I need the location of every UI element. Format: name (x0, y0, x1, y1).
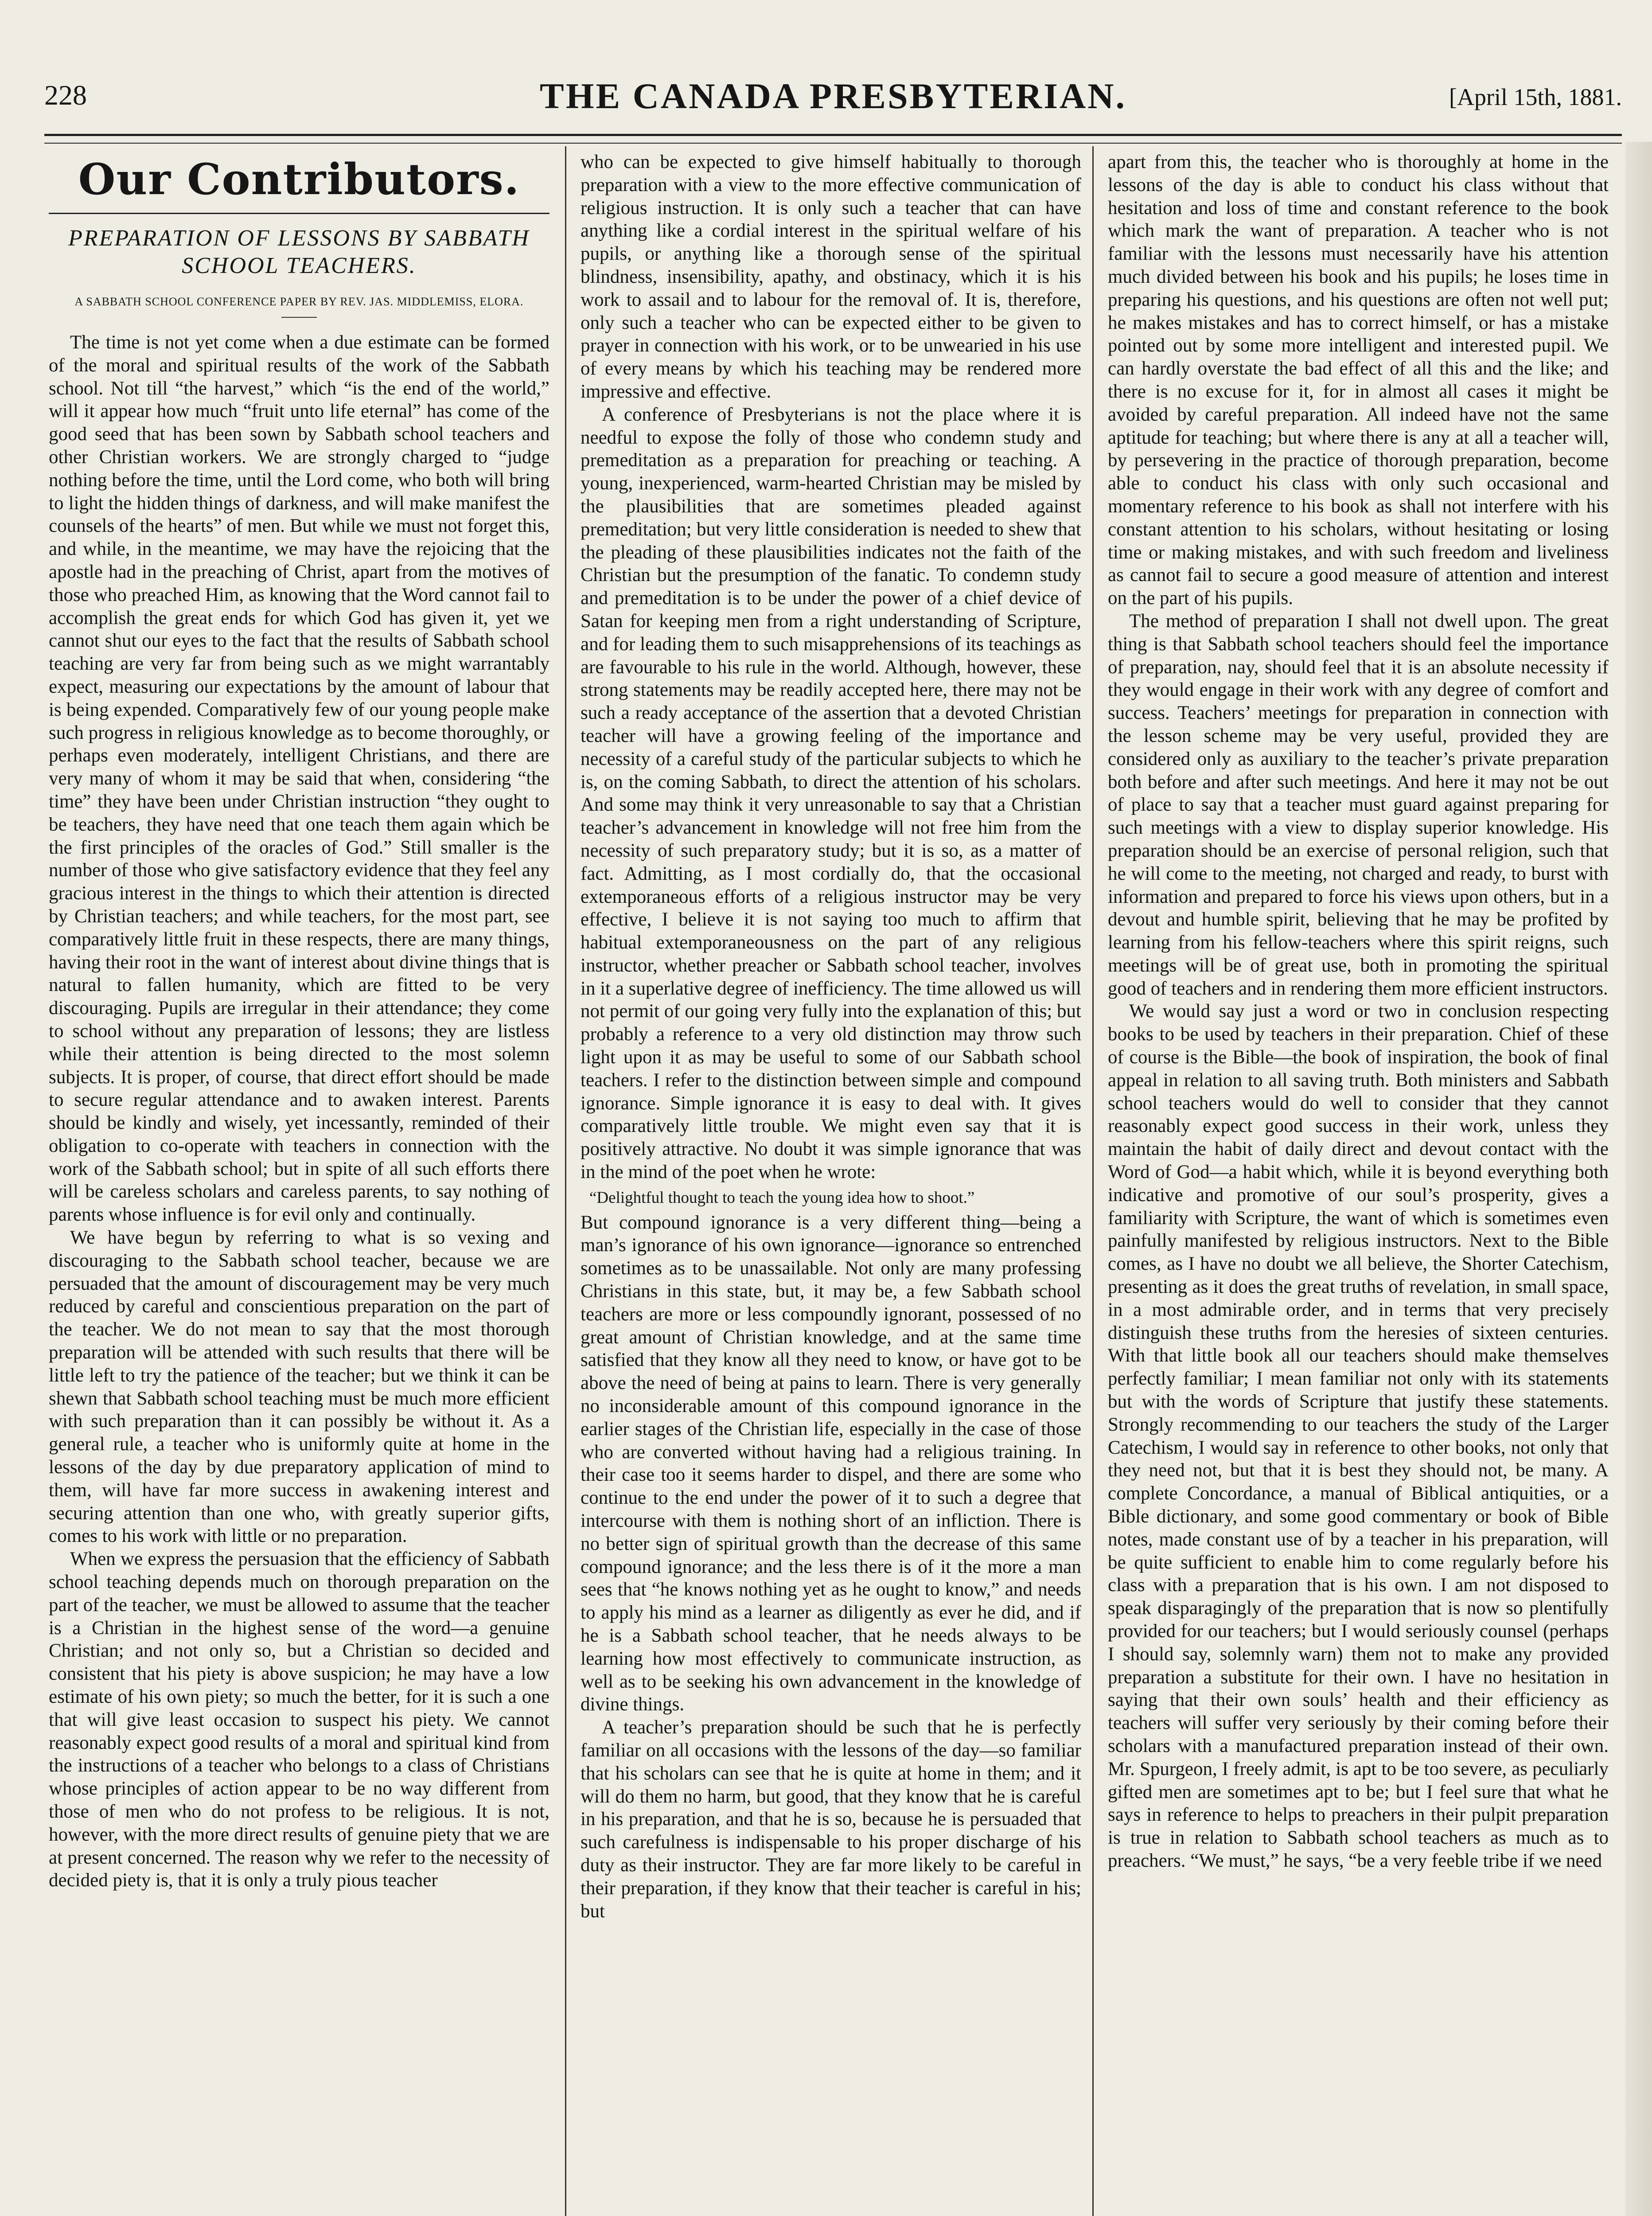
paragraph: A conference of Presbyterians is not the place where it is needful to expose the folly of those who condemn study and premeditation as a preparation for preaching or teaching. A young, inexperienced, warm-hearted Christian may be misled by the plausibilities that are sometimes pleaded against premeditation; but very little consideration is needed to shew that the pleading of these plausibilities indicates not the faith of the Christian but the presumption of the fanatic. To condemn study and premeditation is to be under the power of a chief device of Satan for keeping men from a right understanding of Scripture, and for leading them to such misapprehensions of its teachings as are favourable to his rule in the world. Although, however, these strong statements may be readily accepted here, there may not be such a ready acceptance of the assertion that a devoted Christian teacher will have a growing feeling of the importance and necessity of a careful study of the particular subjects to which he is, on the coming Sabbath, to direct the attention of his scholars. And some may think it very unreasonable to say that a Christian teacher’s advancement in knowledge will not free him from the necessity of such preparatory study; but it is so, as a matter of fact. Admitting, as I most cordially do, that the occasional extemporaneous efforts of a religious instructor may be very effective, I believe it is not saying too much to affirm that habitual extemporaneousness on the part of any religious instructor, whether preacher or Sabbath school teacher, involves in it a superlative degree of inefficiency. The time allowed us will not permit of our going very fully into the explanation of this; but probably a reference to a very old distinction may throw such light upon it as may be useful to some of our Sabbath school teachers. I refer to the distinction between simple and compound ignorance. Simple ignorance it is easy to deal with. It gives comparatively little trouble. We might even say that it is positively attractive. No doubt it was simple ignorance that was in the mind of the poet when he wrote: (581, 404, 1081, 1183)
paragraph: A teacher’s preparation should be such that he is perfectly familiar on all occasions with the lessons of the day—so familiar that his scholars can see that he is quite at home in them; and it will do them no harm, but good, that they know that he is careful in his preparation, and that he is so, because he is persuaded that such carefulness is indispensable to his proper discharge of his duty as their instructor. They are far more likely to be careful in their preparation, if they know that their teacher is careful in his; but (581, 1717, 1081, 1922)
paragraph: We would say just a word or two in conclusion respecting books to be used by teachers in their preparation. Chief of these of course is the Bible—the book of inspiration, the book of final appeal in relation to all saving truth. Both ministers and Sabbath school teachers would do well to consider that they cannot reasonably expect good success in their work, unless they maintain the habit of daily direct and devout contact with the Word of God—a habit which, while it is beyond everything both indicative and promotive of our soul’s prosperity, gives a familiarity with Scripture, the want of which is sometimes even painfully manifested by religious instructors. Next to the Bible comes, as I have no doubt we all believe, the Shorter Catechism, presenting as it does the great truths of revelation, in small space, in a most admirable order, and in terms that very precisely distinguish these truths from the heresies of sixteen centuries. With that little book all our teachers should make themselves perfectly familiar; I mean familiar not only with its statements but with the words of Scripture that justify these statements. Strongly recommending to our teachers the study of the Larger Catechism, I would say in reference to other books, not only that they need not, but that it is best they should not, be many. A complete Concordance, a manual of Biblical antiquities, or a Bible dictionary, and some good commentary or book of Bible notes, made constant use of by a teacher in his preparation, will be quite sufficient to enable him to come regularly before his class with a preparation that is his own. I am not disposed to speak disparagingly of the preparation that is now so plentifully provided for our teachers; but I would seriously counsel (perhaps I should say, solemnly warn) them not to make any provided preparation a substitute for their own. I have no hesitation in saying that their own souls’ health and their efficiency as teachers will suffer very seriously by their coming before their scholars with a manufactured preparation instead of their own. Mr. Spurgeon, I freely admit, is apt to be too severe, as peculiarly gifted men are sometimes apt to be; but I feel sure that what he says in reference to helps to preachers in their pulpit preparation is true in relation to Sabbath school teachers as much as to preachers. “We must,” he says, “be a very feeble tribe if we need (1108, 1001, 1609, 1871)
section-heading: Our Contributors. (78, 154, 520, 204)
paragraph: But compound ignorance is a very different thing—being a man’s ignorance of his own ignorance—ignorance so entrenched sometimes as to be unassailable. Not only are many professing Christians in this state, but, it may be, a few Sabbath school teachers are more or less compoundly ignorant, possessed of no great amount of Christian knowledge, and at the same time satisfied that they know all they need to know, or have got to be above the need of being at pains to learn. There is very generally no inconsiderable amount of this compound ignorance in the earlier stages of the Christian life, especially in the case of those who are converted without having had a religious training. In their case too it seems harder to dispel, and there are some who continue to the end under the power of it to such a degree that intercourse with them is nothing short of an infliction. There is no better sign of spiritual growth than the decrease of this same compound ignorance; and the less there is of it the more a man sees that “he knows nothing yet as he ought to know,” and needs to apply his mind as a learner as diligently as ever he did, and if he is a Sabbath school teacher, that he needs always to be learning how most effectively to communicate instruction, as well as to be seeking his own advancement in the knowledge of divine things. (581, 1212, 1081, 1715)
paragraph: When we express the persuasion that the efficiency of Sabbath school teaching depends much on thorough preparation on the part of the teacher, we must be allowed to assume that the teacher is a Christian in the highest sense of the word—a genuine Christian; and not only so, but a Christian so decided and consistent that his piety is above suspicion; he may have a low estimate of his own piety; so much the better, for it is such a one that will give least occasion to suspect his piety. We cannot reasonably expect good results of a moral and spiritual kind from the instructions of a teacher who belongs to a class of Christians whose principles of action appear to be no way different from those of men who do not profess to be religious. It is not, however, with the more direct results of genuine piety that we are at present concerned. The reason why we refer to the necessity of decided piety is, that it is only a truly pious teacher (49, 1549, 549, 1891)
article-title: PREPARATION OF LESSONS BY SABBATH SCHOOL TEACHERS. (68, 226, 530, 278)
paragraph: We have begun by referring to what is so vexing and discouraging to the Sabbath school teacher, because we are persuaded that the amount of discouragement may be very much reduced by careful and conscientious preparation on the part of the teacher. We do not mean to say that the most thorough preparation will be attended with such results that there will be little left to try the patience of the teacher; but we think it can be shewn that Sabbath school teaching must be much more efficient with such preparation than it can possibly be without it. As a general rule, a teacher who is uniformly quite at home in the lessons of the day by due preparatory application of mind to them, will have far more success in awakening interest and securing attention than one who, with greatly superior gifts, comes to his work with little or no preparation. (49, 1227, 549, 1547)
header-rule-thin (44, 143, 1622, 144)
paragraph: who can be expected to give himself habitually to thorough preparation with a view to the more effective communication of religious instruction. It is only such a teacher that can have anything like a cordial interest in the spiritual welfare of his pupils, or anything like a thorough sense of the spiritual blindness, insensibility, apathy, and obstinacy, which it is his work to assail and to labour for the removal of. It is, therefore, only such a teacher who can be expected either to be given to prayer in connection with his work, or to be unwearied in his use of every means by which his teaching may be rendered more impressive and effective. (581, 152, 1081, 402)
column-1 (49, 151, 549, 1892)
column-divider (565, 146, 566, 2216)
page-header (44, 75, 1622, 133)
masthead: THE CANADA PRESBYTERIAN. (540, 76, 1126, 116)
paragraph: apart from this, the teacher who is thoroughly at home in the lessons of the day is able to conduct his class without that hesitation and loss of time and constant reference to the book which mark the want of preparation. A teacher who is not familiar with the lessons must necessarily have his attention much divided between his book and his pupils; he loses time in preparing his questions, and his questions are often not well put; he makes mistakes and has to correct himself, or has a mistake pointed out by some more intelligent and interested pupil. We can hardly overstate the bad effect of all this and the like; and there is no excuse for it, for in almost all cases it might be avoided by careful preparation. All indeed have not the same aptitude for teaching; but where there is any at all a teacher will, by persevering in the practice of thorough preparation, become able to conduct his class with only such occasional and momentary reference to his book as shall not interfere with his constant attention to his scholars, without hesitating or losing time or making mistakes, and with such freedom and liveliness as cannot fail to secure a good measure of attention and interest on the part of his pupils. (1108, 152, 1609, 609)
page-number: 228 (44, 79, 87, 111)
paragraph: The method of preparation I shall not dwell upon. The great thing is that Sabbath school teachers should feel the importance of preparation, nay, should feel that it is an absolute necessity if they would engage in their work with any degree of comfort and success. Teachers’ meetings for preparation in connection with the lesson scheme may be very useful, provided they are considered only as auxiliary to the teacher’s private preparation both before and after such meetings. And here it may not be out of place to say that a teacher must guard against preparing for such meetings with a view to display superior knowledge. His preparation should be an exercise of personal religion, such that he will come to the meeting, not charged and ready, to burst with information and prepared to force his views upon others, but in a devout and humble spirit, believing that he may be profited by learning from his fellow-teachers where this spirit reigns, such meetings will be of great use, both in promoting the spiritual good of teachers and in rendering them more efficient instructors. (1108, 610, 1609, 999)
paragraph: The time is not yet come when a due estimate can be formed of the moral and spiritual results of the work of the Sabbath school. Not till “the harvest,” which “is the end of the world,” will it appear how much “fruit unto life eternal” has come of the good seed that has been sown by Sabbath school teachers and other Christian workers. We are strongly charged to “judge nothing before the time, until the Lord come, who both will bring to light the hidden things of darkness, and will make manifest the counsels of the hearts” of men. But while we must not forget this, and while, in the meantime, we may have the rejoicing that the apostle had in the preaching of Christ, apart from the motives of those who preached Him, as knowing that the Word cannot fail to accomplish the great ends for which God has given it, yet we cannot shut our eyes to the fact that the results of Sabbath school teaching are very far from being such as we might warrantably expect, measuring our expectations by the amount of labour that is being expended. Comparatively few of our young people make such progress in religious knowledge as to become thoroughly, or perhaps even moderately, intelligent Christians, and there are very many of whom it may be said that when, considering “the time” they have been under Christian instruction “they ought to be teachers, they have need that one teach them again which be the first principles of the oracles of God.” Still smaller is the number of those who give satisfactory evidence that they feel any gracious interest in the things to which their attention is directed by Christian teachers; and while teachers, for the most part, see comparatively little fruit in these respects, there are many things, having their root in the want of interest about divine things that is natural to fallen humanity, which are fitted to be very discouraging. Pupils are irregular in their attendance; they come to school without any preparation of lessons; they are listless while their attention is being directed to the most solemn subjects. It is proper, of course, that direct effort should be made to secure regular attendance and to awaken interest. Parents should be kindly and wisely, yet incessantly, reminded of their obligation to co-operate with teachers in connection with the work of the Sabbath school; but in spite of all such efforts there will be careless scholars and careless parents, to say nothing of parents whose influence is for evil only and continually. (49, 332, 549, 1225)
section-rule (49, 213, 549, 214)
byline-rule (281, 317, 317, 318)
article-byline: A SABBATH SCHOOL CONFERENCE PAPER BY REV. JAS. MIDDLEMISS, ELORA. (74, 295, 524, 308)
column-3 (1108, 151, 1609, 1873)
issue-date: [April 15th, 1881. (1449, 84, 1622, 110)
column-divider (1092, 146, 1094, 2216)
adjacent-page-edge (1625, 142, 1652, 2216)
poem-quote: “Delightful thought to teach the young idea how to shoot.” (589, 1188, 975, 1207)
header-rule (44, 134, 1622, 136)
column-2 (581, 151, 1081, 1923)
